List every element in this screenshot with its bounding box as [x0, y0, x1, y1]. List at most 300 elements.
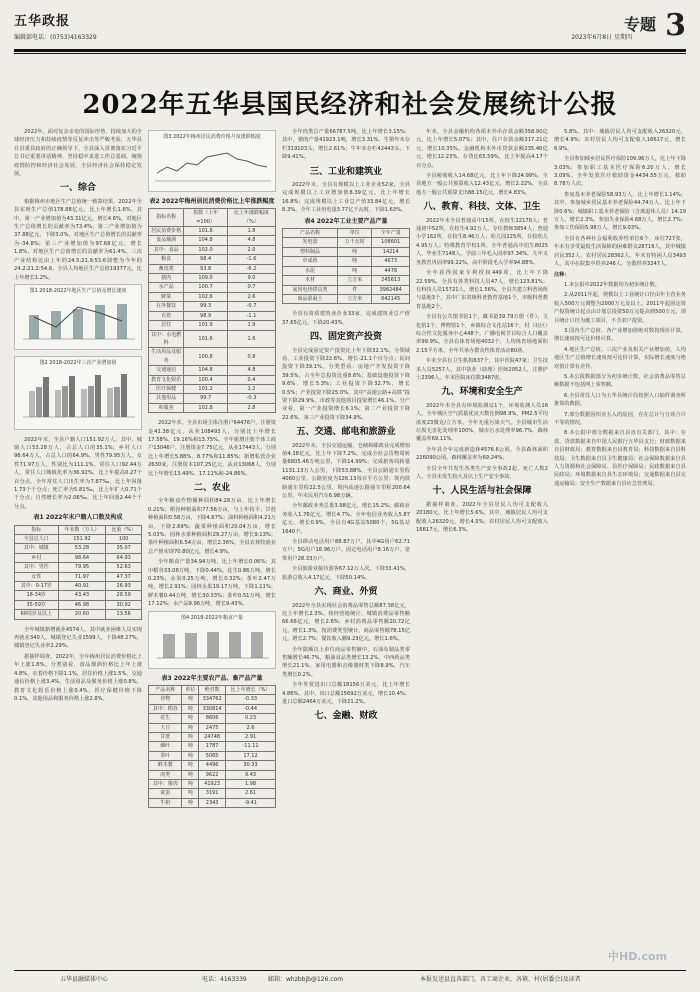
table-cell: 79.95	[58, 563, 106, 572]
table-cell: 9.43	[226, 770, 276, 779]
table-cell: 40.91	[58, 582, 106, 591]
table-cell: 和服务	[149, 403, 184, 412]
table-cell: 4.8	[228, 236, 276, 245]
section-heading-investment: 四、固定资产投资	[309, 332, 382, 343]
table-cell: 0.23	[226, 714, 276, 723]
table-row	[15, 572, 142, 581]
table-cell: 花生	[149, 714, 182, 723]
table-cell: 塑料制品	[283, 247, 338, 256]
industry-products-table	[282, 228, 410, 304]
paragraph: 5.8%。其中：城镇居民人均可支配收入26320元，增长4.9%；农村居民人均可支配收入16617元，增长6.9%。	[554, 129, 686, 152]
chart-title: 图2 2018-2022年三次产业增加值	[39, 359, 117, 366]
table-cell: 2475	[199, 723, 226, 732]
table-cell: 吨	[338, 257, 372, 266]
table-row	[149, 798, 276, 807]
table-row	[149, 375, 276, 384]
table-row	[149, 348, 276, 366]
table-cell: 2.0	[228, 245, 276, 254]
table-cell: 件	[338, 285, 372, 294]
headline: 2022年五华县国民经济和社会发展统计公报	[82, 90, 618, 120]
table-row	[149, 274, 276, 283]
table-cell: 9622	[199, 770, 226, 779]
table-header: 比上年增长（%）	[226, 685, 276, 694]
paragraph: 2022年末全县普通高中15所，在校生22170人；普通初中52所，在校生4.92万人，专任教师3854人；普通小学162所，在校生8.46万人；幼儿园225所，在校幼儿4.95万人；特殊教育学校1所。全年普通高中招生8025人，毕业生7148人。学前三年毛入园率97.34%，九年义务教育巩固率99.22%，高中阶段毛入学率94.88%。	[416, 217, 548, 266]
paragraph: 2022年全县实现社会消费品零售总额87.38亿元，比上年增长2.3%。按经营地统计，城镇消费品零售额66.66亿元，增长2.6%；乡村消费品零售额20.72亿元，增长1.3%。按消费类型统计，商品零售额78.15亿元，增长2.7%；餐饮收入额9.23亿元，增长1.6%。	[282, 602, 410, 643]
table-cell: 吨	[182, 714, 199, 723]
paragraph: 全县税收收入14.68亿元，比上年下降24.99%。全县地方一般公共预算收入12.43亿元，增长2.22%。全县地方一般公共预算支出88.15亿元，增长4.83%。	[416, 173, 548, 196]
masthead-rule	[14, 49, 686, 52]
table-row	[283, 276, 410, 285]
table-cell: 102.8	[184, 403, 228, 412]
table-cell: 在外餐饮	[149, 302, 184, 311]
table-cell: 101.8	[184, 227, 228, 236]
table-row	[15, 610, 142, 619]
bar	[114, 387, 120, 417]
table-cell: 吨	[182, 695, 199, 704]
table-row	[149, 761, 276, 770]
table-cell: 9.0	[228, 274, 276, 283]
table-cell: 1787	[199, 742, 226, 751]
table-cell: -0.44	[226, 704, 276, 713]
paragraph: 全年粮食产量34.94万吨，比上年增长0.06%；其中稻谷33.08万吨，下降0.44%。花生0.86万吨，增长0.23%；水果0.25万吨，增长0.32%；茶叶2.47万吨，增长2.91%；园林水果19.17万吨，下降1.11%；鲜木薯0.44万吨，增长30.33%；茶叶0.51万吨，增长17.12%；水产品9.96万吨，增长9.43%。	[148, 559, 276, 608]
section-heading-commerce: 六、商业、外贸	[314, 587, 378, 598]
table-cell: 2.6	[228, 292, 276, 301]
bar	[69, 376, 75, 417]
bar	[95, 305, 105, 339]
table-row	[15, 544, 142, 553]
table-header: 比重（%）	[106, 525, 142, 534]
table-row	[15, 591, 142, 600]
table-cell: 98.9	[184, 311, 228, 320]
table-cell: 60周岁及以上	[15, 610, 59, 619]
table-cell: 24748	[199, 732, 226, 741]
section-heading-environment: 九、环境和安全生产	[441, 387, 523, 398]
table-cell: 99.3	[184, 302, 228, 311]
paragraph: 全年县全年完成新造林4576.6公顷，全县森林面积226090公顷，森林覆盖率为69.24%。	[416, 446, 548, 462]
table-row	[149, 245, 276, 254]
table-cell: 立方米	[338, 276, 372, 285]
table-header-row	[149, 685, 276, 694]
paragraph: 2022年末，全县市场主体注册户64476户，注册资金41.38亿元，从业108493人，分别比上年增长17.58%、19.16%和13.75%。全年新增注册个体工商户13046户，注册资金7.75亿元，从业17443人，分别比上年增长5.88%、8.77%和11.85%；新增私营企业2630家，注册资本107.25亿元，从业13068人，分别比上年增长13.49%、17.11%和-24.86%。	[148, 420, 276, 477]
table-row	[283, 294, 410, 303]
table-cell: 5065	[199, 751, 226, 760]
table-cell: 17.12	[226, 751, 276, 760]
table-header: 比上年涨跌幅度（%）	[228, 209, 276, 227]
table-cell: -0.3	[228, 394, 276, 403]
column-1	[14, 128, 142, 964]
table-cell: 鲜菜	[149, 292, 184, 301]
table-caption: 表3 2022年主要农产品、畜产品产量	[161, 674, 263, 682]
table-cell: 28.59	[106, 591, 142, 600]
table-cell: 2.8	[228, 403, 276, 412]
bar	[117, 304, 127, 339]
table-cell: 100.8	[184, 348, 228, 366]
table-cell: 4496	[199, 761, 226, 770]
table-cell: 4673	[372, 257, 410, 266]
table-cell: 粮食	[149, 255, 184, 264]
table-row	[149, 321, 276, 330]
table-cell: 交通通信	[149, 366, 184, 375]
industry-chart	[14, 356, 142, 430]
table-cell: 吨	[338, 247, 372, 256]
table-cell: 1.8	[228, 227, 276, 236]
footer-rule	[14, 970, 686, 971]
table-cell: 居民消费价格	[149, 227, 184, 236]
table-cell: 18-34岁	[15, 591, 59, 600]
table-cell: 发电量	[283, 238, 338, 247]
table-cell: 47.37	[106, 572, 142, 581]
cpi-table	[148, 208, 276, 413]
bar	[43, 377, 49, 417]
table-cell: 8606	[199, 714, 226, 723]
farm-products-table	[148, 685, 276, 808]
bar	[95, 375, 101, 417]
table-header: 年末数（万人）	[58, 525, 106, 534]
bar	[107, 388, 113, 417]
column-5	[554, 128, 686, 964]
table-cell: 茶叶	[149, 751, 182, 760]
bar	[55, 390, 61, 417]
table-row	[15, 563, 142, 572]
table-cell: 101.9	[184, 321, 228, 330]
chart-title: 图3 2022年梅州居民消费价格月度涨跌幅度	[163, 134, 261, 140]
table-cell: 3191	[199, 789, 226, 798]
table-row	[15, 553, 142, 562]
table-row	[149, 723, 276, 732]
table-cell: 104.8	[184, 366, 228, 375]
table-header-row	[15, 525, 142, 534]
masthead	[14, 10, 686, 48]
table-cell: 52.63	[106, 563, 142, 572]
bar	[88, 386, 94, 417]
table-row	[149, 779, 276, 788]
table-cell: 1.2	[228, 384, 276, 393]
table-caption: 表1 2022年末户籍人口数及构成	[33, 514, 123, 522]
table-cell: 其中：0-17岁	[15, 582, 59, 591]
table-row	[149, 255, 276, 264]
paragraph: 2022年末，全县户籍人口151.92万人。其中，城镇人口53.28万人，占总人口的35.1%；乡村人口98.64万人，占总人口的64.9%。男性79.95万人，女性71.97万人，性别比为111.1%。常住人口92.44万人，常住人口城镇化率为36.92%，比上年提高0.27个百分点。全年常住人口出生率为7.87‰，比上年回落1.73个千分点；死亡率为5.81‰，比上年扩大0.71个千分点；自然增长率为2.06‰，比上年回落2.44个千分点。	[14, 436, 142, 510]
table-cell: 4.8	[228, 366, 276, 375]
table-cell: 35-59岁	[15, 600, 59, 609]
table-cell: 家用电热烘具类	[283, 285, 338, 294]
table-cell: 108601	[372, 238, 410, 247]
table-row	[283, 247, 410, 256]
table-cell: 98.64	[58, 553, 106, 562]
table-cell: 0.8	[228, 348, 276, 366]
table-cell: 2.91	[226, 732, 276, 741]
paragraph: 全县有公共图书馆1个，藏书量39.79万册（件），文化馆1个，博物馆1个，乡镇综合文化站16个，村（社区）综合性文化服务中心448个，广播电视节目综合人口覆盖率99.9%。全县有体育场地4032个，人均体育场地面积2.15平方米。全年共举办群众性体育活动80场。	[416, 314, 548, 354]
table-cell: 43.43	[58, 591, 106, 600]
table-row	[149, 695, 276, 704]
watermark: 中HD.com	[608, 950, 668, 963]
table-cell: 2.6	[226, 723, 276, 732]
table-cell: 30.33	[226, 761, 276, 770]
table-cell: 13.56	[106, 610, 142, 619]
table-cell: 102.6	[184, 292, 228, 301]
table-cell: 99.7	[184, 394, 228, 403]
grain-chart	[148, 611, 276, 669]
table-cell: 2.61	[226, 789, 276, 798]
paper-name: 五华政报	[14, 14, 71, 29]
paragraph: 全县有资质建筑业企业33家，完成建筑业总产值37.65亿元，下降20.43%。	[282, 311, 410, 326]
table-cell: 其中：水电燃料	[149, 330, 184, 348]
section-heading-finance: 七、金融、财政	[314, 711, 378, 722]
table-cell: -9.41	[226, 798, 276, 807]
chart-title: 图1 2018-2022年地区生产总值及增长速度	[29, 287, 127, 294]
paragraph: 全年城镇新增就业4574人，其中就业困难人员实现再就业340人。城镇登记失业1599人，下降48.27%，城镇登记失业率2.29%。	[14, 626, 142, 650]
note: 6.全县常住人口为五华县统计局按照人口抽样调查所推算的数据。	[554, 392, 686, 408]
table-cell: 吨	[182, 770, 199, 779]
section-heading-welfare: 十、人民生活与社会保障	[432, 486, 532, 497]
table-row	[149, 283, 276, 292]
table-cell: 其中：猪肉	[149, 779, 182, 788]
table-row	[149, 394, 276, 403]
paragraph: 根据梅州市地区生产总值统一核算结果，2022年全县实现生产总值178.88亿元，比上年增长1.6%。其中，第一产业增加值为43.31亿元，增长4.6%，对地区生产总值增长的贡献率为73.4%；第二产业增加值为37.88亿元，下降3.0%，对地区生产总值增长的贡献率为-34.8%；第三产业增加值为97.68亿元，增长1.8%，对地区生产总值增长的贡献率为61.4%。三次产业结构比由上年的24.5:21.9:53.6调整为今年的24.2:21.2:54.6。全县人均地区生产总值19377元，比上年增长1.2%。	[14, 198, 142, 281]
table-header: 全年产量	[372, 229, 410, 238]
cpi-chart-graphic	[149, 143, 275, 187]
paragraph: 全年获得国家专利授权449项，比上年下降22.59%。全县有各类科技人员47人，增长123.81%；有科技人员15721人，增长1.56%。全县共建立科普场所与基地3个，其中广东省级科普教育基地1个，市级科普教育基地2个。	[416, 270, 548, 310]
table-cell: 93.8	[184, 264, 228, 273]
table-row	[149, 236, 276, 245]
table-cell: 乡村	[15, 553, 59, 562]
table-header-row	[149, 209, 276, 227]
table-cell: 吨	[182, 732, 199, 741]
column-4	[416, 128, 548, 964]
table-cell: 46.98	[58, 600, 106, 609]
table-cell: 吨	[182, 779, 199, 788]
footer-email: 邮箱：whzbbjb@126.com	[268, 976, 344, 983]
table-cell: 商品混凝土	[283, 294, 338, 303]
paragraph: 2022年末全县有环境监测站1个，环境监测人员16人。全年城区空气质量优良天数比例98.9%，PM2.5平均浓度23微克/立方米，全年无重污染天气。全县城市生活垃圾无害化处理率100%，城市污水处理率96.7%。森林覆盖率69.11%。	[416, 402, 548, 443]
bar	[207, 632, 219, 658]
paragraph: 全县完成固定资产投资比上年下降32.1%。分领域看，工业投资下降22.6%，增长-21.1个百分点；民间投资下降39.1%。分类型看：房地产开发投资下降39.5%，占全年总投资比重8.6%；基础设施投资下降9.6%，增长5.3%；工业投资下降32.7%，增长0.5%；产业投资下降25.0%，其中“高速公路+高铁”投资下降29.9%，市政等其他项目投资增长46.1%。分产业看，第一产业投资增长6.1%；第二产业投资下降22.6%，第三产业投资下降34.9%。	[282, 347, 410, 421]
table-cell: 吨	[182, 704, 199, 713]
table-cell: 甘蔗	[149, 732, 182, 741]
table-cell: 全县总人口	[15, 535, 59, 544]
table-cell: 肉类	[149, 770, 182, 779]
bar	[62, 386, 68, 417]
table-cell: 0.7	[228, 283, 276, 292]
table-row	[15, 535, 142, 544]
gdp-chart	[14, 284, 142, 350]
table-row	[149, 264, 276, 273]
masthead-rule-thin	[14, 53, 686, 54]
section-heading-industry: 三、工业和建筑业	[309, 166, 382, 177]
table-cell: 1.6	[228, 330, 276, 348]
table-cell: 26.93	[106, 582, 142, 591]
table-cell: 53.28	[58, 544, 106, 553]
table-row	[149, 751, 276, 760]
section-heading-agriculture: 二、农业	[193, 483, 230, 493]
table-cell: 3982484	[372, 285, 410, 294]
footer-publisher: 五华县融媒体中心	[60, 976, 109, 983]
bar	[163, 634, 175, 658]
table-cell: 女性	[15, 572, 59, 581]
table-cell: 100.4	[184, 375, 228, 384]
table-cell: 吨	[182, 789, 199, 798]
table-cell: 居住	[149, 321, 184, 330]
bar	[29, 391, 35, 417]
table-row	[149, 292, 276, 301]
chart-title: 图4 2018-2022年粮食产量	[180, 614, 244, 621]
paragraph: 2022年末，全县交通运输、仓储和邮政业完成增加值4.18亿元，比上年下降7.2%。完成全社会货物周转量6805.46万吨公里，下降14.99%；完成旅客周转量1131.13万人公里，下降53.88%。全县公路通车里程4060公里，公路密度为126.13每百平方公里；境内铁路通车里程22.5公里，境内高速公路通车里程200.64公里。年末民用汽车6.98万辆。	[282, 442, 410, 500]
table-cell: 水产品	[149, 283, 184, 292]
note: 3.国内生产总值、各产业增加值绝对数按现价计算，增长速度按可比价格计算。	[554, 327, 686, 343]
table-cell: 0.4	[228, 375, 276, 384]
paragraph: 全年粮食作物播种面积84.28万亩，比上年增长0.21%；稻谷种植面积77.56万亩，与上年持平；甘蔗种植面积0.58万亩，下降4.67%；油料种植面积4.21万亩，下降2.69%；蔬菜种植面积20.04万亩，增长5.03%；园林水果种植面积29.27万亩，增长9.13%；茶叶种植面积6.54万亩，增长2.36%。全县农林牧渔业总产值实现70.80亿元，增长4.9%。	[148, 498, 276, 555]
table-header: 产品名称	[283, 229, 338, 238]
table-cell: 245613	[372, 276, 410, 285]
table-cell: 64.93	[106, 553, 142, 562]
table-header: 指标名称	[149, 209, 184, 227]
paragraph: 全县移动电话用户88.87万户，其中4G用户62.71万户；5G用户18.96万户。固定电话用户8.16万户。宽带用户28.33万户。	[282, 539, 410, 562]
paragraph: 参加基本养老保险58.93万人，比上年增长1.14%；其中，参加城乡居民基本养老保险44.74万人，比上年下降0.6%；城镇职工基本养老保险（含离退休人员）14.19万人，增长2.3%。参加失业保险4.68万人，增长2.7%；参加工伤保险5.98万人，增长9.03%。	[554, 191, 686, 232]
bar	[121, 374, 127, 417]
table-cell: 食品烟酒	[149, 236, 184, 245]
table-cell: 吨	[182, 798, 199, 807]
table-cell: 334762	[199, 695, 226, 704]
table-row	[149, 704, 276, 713]
table-cell: 烟叶	[149, 742, 182, 751]
notes-title: 注释：	[554, 271, 570, 278]
paragraph: 据抽样调查，2022年全县居民人均可支配收入20180元，比上年增长5.6%。其中，城镇居民人均可支配收入26320元，增长4.5%；农村居民人均可支配收入16617元，增长6.3%。	[416, 501, 548, 534]
table-caption: 表4 2022年工业主要产品产量	[304, 217, 388, 225]
editorial-contact: 编辑部电话：(0753)4163329	[14, 34, 97, 41]
section-heading-transport: 五、交通、邮电和旅游业	[296, 427, 396, 438]
table-cell: 立方米	[338, 294, 372, 303]
paragraph: 全县参加城乡居民医疗保险109.96万人，比上年下降3.03%；参加职工基本医疗保险6.20万人，增长3.09%。全年发放医疗救助资金4434.55万元，救助8.78万人次。	[554, 156, 686, 188]
table-header: 指标	[15, 525, 59, 534]
table-cell: 151.92	[58, 535, 106, 544]
paragraph: 全年邮政业务总量3.98亿元，增长15.2%；邮政业务收入1.76亿元，增长4.7%。全年电信业务收入5.87亿元，增长0.9%。全县有4G基站5080个，5G基站1640个。	[282, 503, 410, 535]
table-cell: 其中：男性	[15, 563, 59, 572]
note: 1.本公报中2022年数据均为初步统计数。	[564, 281, 660, 288]
table-header: 指数（上年=100）	[184, 209, 228, 227]
bar	[229, 632, 241, 658]
table-cell: 中成药	[283, 257, 338, 266]
note: 4.地区生产总值、三次产业及相关产业增加值，人均地区生产总值增长速度按可比价计算，实际增长速度与绝对值计算有差异。	[554, 346, 686, 370]
table-cell: 14214	[372, 247, 410, 256]
paragraph: 全年限额以上单位商品零售额中，石油及制品类零售额增长46.7%，粮油食品类增长13.2%，中西药品类增长21.1%，家用电器和音像器材类下降8.9%，汽车类增长0.2%。	[282, 646, 410, 678]
footer-distribution: 本报发送县直各部门，各工商企业，各镇、村(居委会)及读者	[420, 976, 581, 983]
table-row	[15, 600, 142, 609]
table-cell: 万千瓦时	[338, 238, 372, 247]
intro-paragraph: 2022年，面对复杂多变的国际形势，持续加大的全球经济压力和持续疫情等反复冲击等严峻考验，五华县在县委县政府的正确领导下，全县深入贯彻落实习近平总书记重要讲话精神，坚持稳中求进工作总基调，统筹疫情防控和经济社会发展，全县经济社会保持稳定发展。	[14, 129, 142, 178]
table-header-row	[283, 229, 410, 238]
table-cell: 104.8	[184, 236, 228, 245]
table-row	[149, 732, 276, 741]
table-cell: 其中：稻谷	[149, 704, 182, 713]
table-row	[149, 384, 276, 393]
table-cell: 吨	[182, 751, 199, 760]
paragraph: 全县全年共发生各类生产安全事故2起，死亡人数2人。全县未发生较大及以上生产安全事故。	[416, 465, 548, 481]
cpi-chart	[148, 130, 276, 192]
paragraph: 年末全县有卫生机构637个，其中医院47家；卫生技术人员5257人，其中执业（助理）医师2052人，注册护士2396人。年末医院床位数3487张。	[416, 358, 548, 381]
note: 7.部分数据因四舍五入的原因，存在总计与分项合计不等的情况。	[554, 411, 686, 426]
table-row	[149, 789, 276, 798]
table-row	[283, 285, 410, 294]
section-heading-overview: 一、综合	[59, 183, 96, 194]
table-cell: 1.9	[228, 321, 276, 330]
note: 2.从2011年起，规模以上工业统计口径由年主营业务收入500万元调整为2000万元及以上。2011年起固定资产投资统计起点由计划总投资50万元提高到500万元，项目统计口径为施工项目，不含农户投资。	[554, 292, 686, 324]
table-cell: 1.98	[226, 779, 276, 788]
issue-date: 2023年6月8日 星期四	[571, 34, 632, 41]
table-cell: 其中：食品	[149, 245, 184, 254]
grain-chart-graphic	[149, 624, 275, 664]
table-row	[283, 257, 410, 266]
table-row	[149, 770, 276, 779]
paragraph: 据抽样调查，2022年，全年梅州居民消费价格比上年上涨1.8%。分类别看，食品烟酒价格比上年上涨4.8%，衣着价格下降1.1%，居住价格上涨1.5%，交通通信价格上涨3.4%，生活用品及服务价格上涨0.8%，教育文化娱乐价格上涨0.4%，医疗保健价格下降0.1%，其他用品和服务价格上涨2.8%。	[14, 653, 142, 702]
table-cell: 猪肉	[149, 274, 184, 283]
population-table	[14, 525, 142, 620]
table-cell: 4478	[372, 266, 410, 275]
table-cell: 牛奶	[149, 798, 182, 807]
table-cell: 101.2	[184, 384, 228, 393]
page-number: 3	[665, 8, 686, 43]
table-cell: 2343	[199, 798, 226, 807]
table-row	[149, 302, 276, 311]
table-header: 单位	[338, 229, 372, 238]
table-row	[15, 582, 142, 591]
table-header: 产品名称	[149, 685, 182, 694]
paragraph: 全年肉类总产量66787.5吨，比上年增长3.15%；其中，猪肉产量41923.1吨，增长3.31%。生猪年末存栏319103头，增长2.61%；牛年末存栏42443头，下降9.41%。	[282, 129, 410, 161]
table-cell: 衣着	[149, 311, 184, 320]
column-3	[282, 128, 410, 964]
table-caption: 表2 2022年梅州居民消费价格比上年涨跌幅度	[149, 197, 275, 205]
paragraph: 2022年末，全县有规模以上工业企业52家，全县完成规模以上工业增加值8.39亿元，比上年增长16.8%；完成规模以上工业总产值33.84亿元，增长8.3%。全年工业用电量3.77亿千瓦时，下降1.63%。	[282, 182, 410, 214]
table-cell: 102.0	[184, 245, 228, 254]
table-cell: 其中：城镇	[15, 544, 59, 553]
table-cell: 医疗保健	[149, 384, 184, 393]
table-cell: 642145	[372, 294, 410, 303]
table-cell: 吨	[182, 742, 199, 751]
table-cell: 其他用品	[149, 394, 184, 403]
table-cell: 35.07	[106, 544, 142, 553]
table-row	[283, 266, 410, 275]
table-cell: 98.4	[184, 255, 228, 264]
bar	[251, 632, 263, 658]
column-2	[148, 128, 276, 964]
table-cell: 30.92	[106, 600, 142, 609]
note: 5.本公报数据部分为初步统计数。社会消费品零售总额数据不包括网上零售额。	[554, 373, 686, 389]
table-cell: 畜肉类	[149, 264, 184, 273]
table-cell: -11.11	[226, 742, 276, 751]
table-cell: 木材	[283, 276, 338, 285]
gdp-chart-graphic	[15, 297, 141, 345]
bar	[73, 309, 83, 339]
table-cell: 鲜木薯	[149, 761, 182, 770]
table-row	[149, 714, 276, 723]
table-cell: -1.6	[228, 255, 276, 264]
table-row	[149, 742, 276, 751]
note: 8.本公报中部分数据来自县直有关部门，其中：存款、贷款数据来自中国人民银行五华县支行；财政数据来自县财政局；教育数据来自县教育局；科技数据来自县科技局；卫生数据来自县卫生健康局；社会保障数据来自县人力资源和社会保障局、县医疗保障局；民政数据来自县民政局；环境数据来自县生态环境局；交通数据来自县交通运输局；安全生产数据来自县应急管理局。	[554, 430, 686, 487]
table-cell: 吨	[182, 761, 199, 770]
cpi-line	[157, 153, 267, 173]
table-header: 绝对数	[199, 685, 226, 694]
paragraph: 年末，全县金融机构各项本外币存款余额358.90亿元，比上年增长5.07%；其中，住户存款余额317.21亿元，增长10.35%。金融机构本外币贷款余额235.40亿元，增长12.23%，存贷比65.59%，比上年提高4.17个百分点。	[416, 129, 548, 169]
table-row	[149, 403, 276, 412]
table-cell: -0.7	[228, 302, 276, 311]
table-cell: 41923	[199, 779, 226, 788]
table-cell: 生活用品及服务	[149, 348, 184, 366]
bar	[36, 387, 42, 417]
table-cell: 100.7	[184, 283, 228, 292]
footer-phone: 电话：4163339	[202, 976, 247, 983]
table-row	[149, 330, 276, 348]
table-row	[283, 238, 410, 247]
table-cell: 71.97	[58, 572, 106, 581]
table-cell: -6.2	[228, 264, 276, 273]
